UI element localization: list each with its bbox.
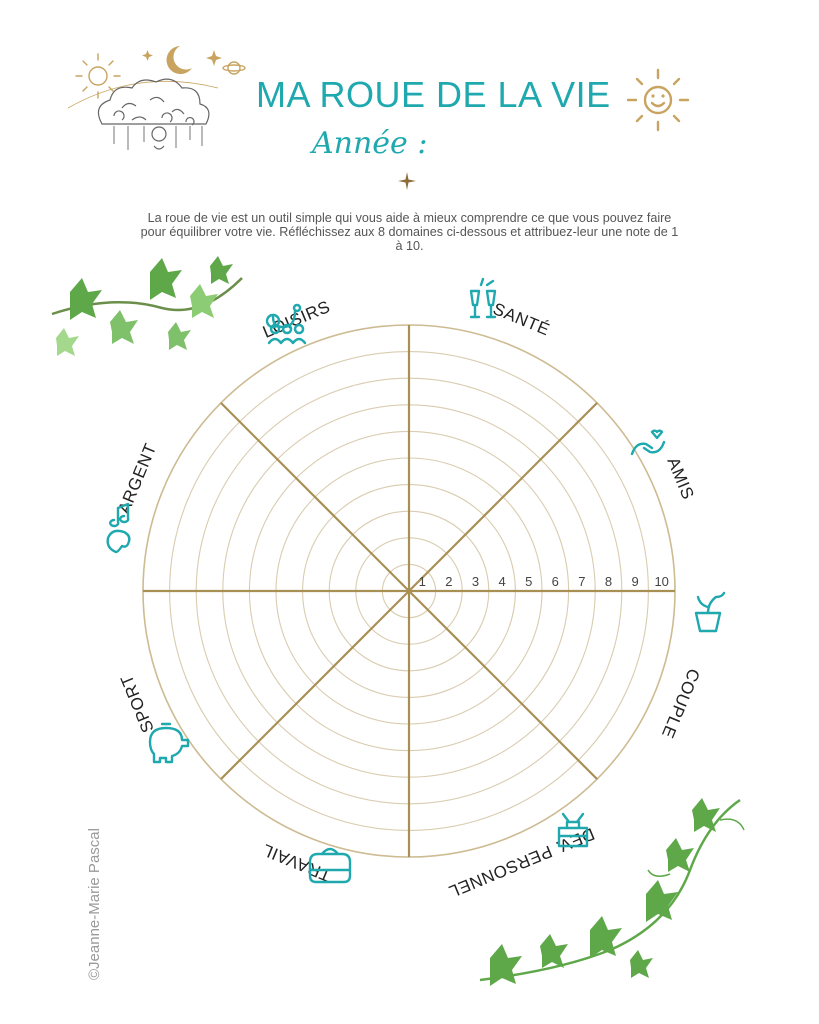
copyright-credit: ©Jeanne-Marie Pascal — [86, 828, 103, 980]
couple-icon — [632, 431, 664, 454]
scale-label-6: 6 — [551, 574, 559, 589]
domain-label-5: TRAVAIL — [259, 839, 334, 886]
domain-label-6: SPORT — [116, 671, 158, 736]
scale-label-5: 5 — [525, 574, 533, 589]
scale-label-1: 1 — [418, 574, 426, 589]
scale-label-8: 8 — [604, 574, 613, 589]
wheel-spoke-8 — [221, 403, 409, 591]
scale-label-4: 4 — [498, 574, 506, 589]
wheel-spoke-2 — [409, 403, 597, 591]
domain-label-1: SANTÉ — [490, 299, 553, 340]
scale-label-2: 2 — [445, 574, 453, 589]
amis-icon — [471, 279, 495, 317]
intro-text: La roue de vie est un outil simple qui vous aide à mieux comprendre ce que vous pouvez faire pour équilibrer votre vie. Réfléchissez aux 8 domaines ci-dessous et attribuez-leur une note de 1 à 10. — [140, 211, 679, 253]
wheel-spoke-4 — [409, 591, 597, 779]
year-label: Année : — [312, 126, 428, 161]
scale-label-9: 9 — [631, 574, 639, 589]
scale-label-3: 3 — [471, 574, 480, 589]
dev-personnel-icon — [696, 593, 724, 631]
scale-label-7: 7 — [578, 574, 586, 589]
domain-label-7: ARGENT — [114, 440, 161, 517]
domain-label-3: COUPLE — [657, 665, 704, 742]
wheel-spoke-6 — [221, 591, 409, 779]
domain-label-8: LOISIRS — [259, 296, 334, 342]
domain-label-2: AMIS — [663, 454, 698, 503]
scale-label-10: 10 — [654, 574, 669, 589]
page-title: MA ROUE DE LA VIE — [256, 74, 611, 115]
domain-label-4: DEV. PERSONNEL — [445, 823, 598, 902]
